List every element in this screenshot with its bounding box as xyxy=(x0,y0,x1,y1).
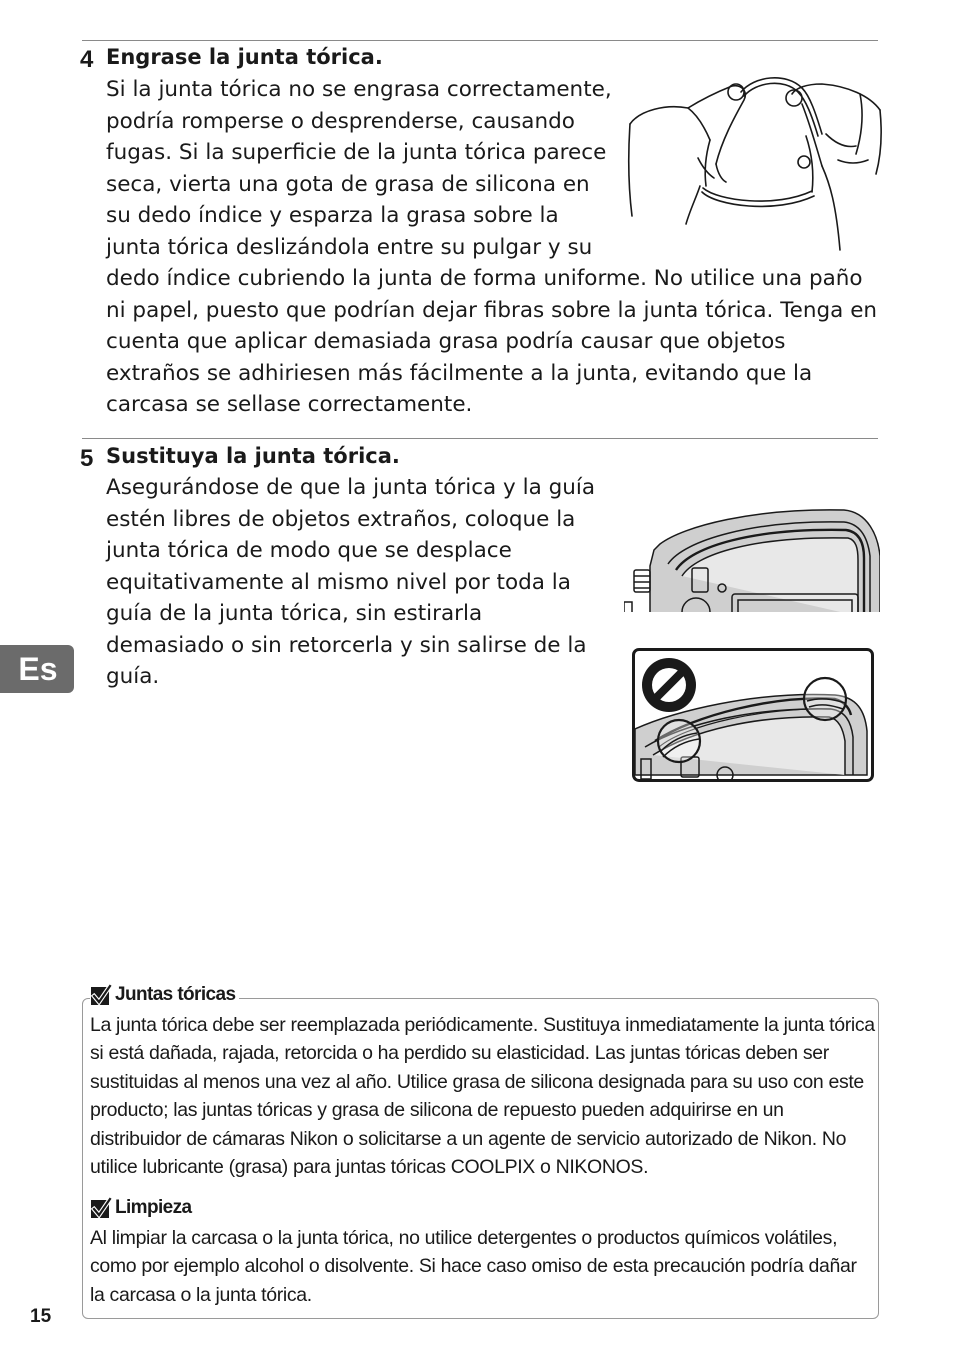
prohibited-icon xyxy=(642,658,696,712)
note-juntas-header xyxy=(90,984,239,1006)
page-number: 15 xyxy=(30,1306,52,1327)
greasing-illustration xyxy=(626,74,884,254)
step-4-body xyxy=(106,74,878,421)
step-5-divider xyxy=(82,438,878,439)
step-4-title: Engrase la junta tórica. xyxy=(106,45,383,69)
housing-oring-groove-icon xyxy=(624,506,880,614)
check-note-icon xyxy=(90,984,112,1006)
step-4-divider xyxy=(82,40,878,41)
hands-oring-icon xyxy=(626,74,884,254)
housing-correct-illustration xyxy=(624,506,880,614)
check-note-icon xyxy=(90,1197,112,1219)
note-limpieza-header xyxy=(90,1197,196,1219)
note-limpieza-text: Al limpiar la carcasa o la junta tórica, no utilice detergentes o productos químicos volátiles, como por ejemplo alcohol o disolvente. Si hace caso omiso de esta precaución podría dañar la carcasa o la junta tórica. xyxy=(90,1227,857,1306)
step-5-number: 5 xyxy=(80,445,93,472)
step-5-body: Asegurándose de que la junta tórica y la guía estén libres de objetos extraños, coloque la junta tórica de modo que se desplace equitativamente al mismo nivel por toda la guía de la junta tórica, sin estirarla demasiado o sin retorcerla y sin salirse de la guía. xyxy=(106,475,595,689)
language-tab: Es xyxy=(0,645,74,693)
note-limpieza-title: Limpieza xyxy=(115,1197,192,1218)
step-4-number: 4 xyxy=(80,46,93,73)
step-5-title: Sustituya la junta tórica. xyxy=(106,444,400,468)
housing-incorrect-illustration xyxy=(632,648,874,782)
step-4-text: Si la junta tórica no se engrasa correctamente, podría romperse o desprenderse, causando fugas. Si la superficie de la junta tórica parece seca, vierta una gota de grasa de silicona en su dedo índice y esparza la grasa sobre la junta tórica deslizándola entre su pulgar y su dedo índice cubriendo la junta de forma uniforme. No utilice una paño ni papel, puesto que podrían dejar fibras sobre la junta tórica. Tenga en cuenta que aplicar demasiada grasa podría causar que objetos extraños se adhiriesen más fácilmente a la junta, evitando que la carcasa se sellase correctamente. xyxy=(106,77,878,417)
note-juntas-title: Juntas tóricas xyxy=(115,984,236,1005)
housing-twisted-oring-icon xyxy=(635,651,871,779)
note-juntas-text: La junta tórica debe ser reemplazada periódicamente. Sustituya inmediatamente la junta tórica si está dañada, rajada, retorcida o ha perdido su elasticidad. Las juntas tóricas deben ser sustituidas al menos una vez al año. Utilice grasa de silicona designada para su uso con este producto; las juntas tóricas y grasa de silicona de repuesto pueden adquirirse en un distribuidor de cámaras Nikon o solicitarse a un agente de servicio autorizado de Nikon. No utilice lubricante (grasa) para juntas tóricas COOLPIX o NIKONOS. xyxy=(90,1014,875,1179)
